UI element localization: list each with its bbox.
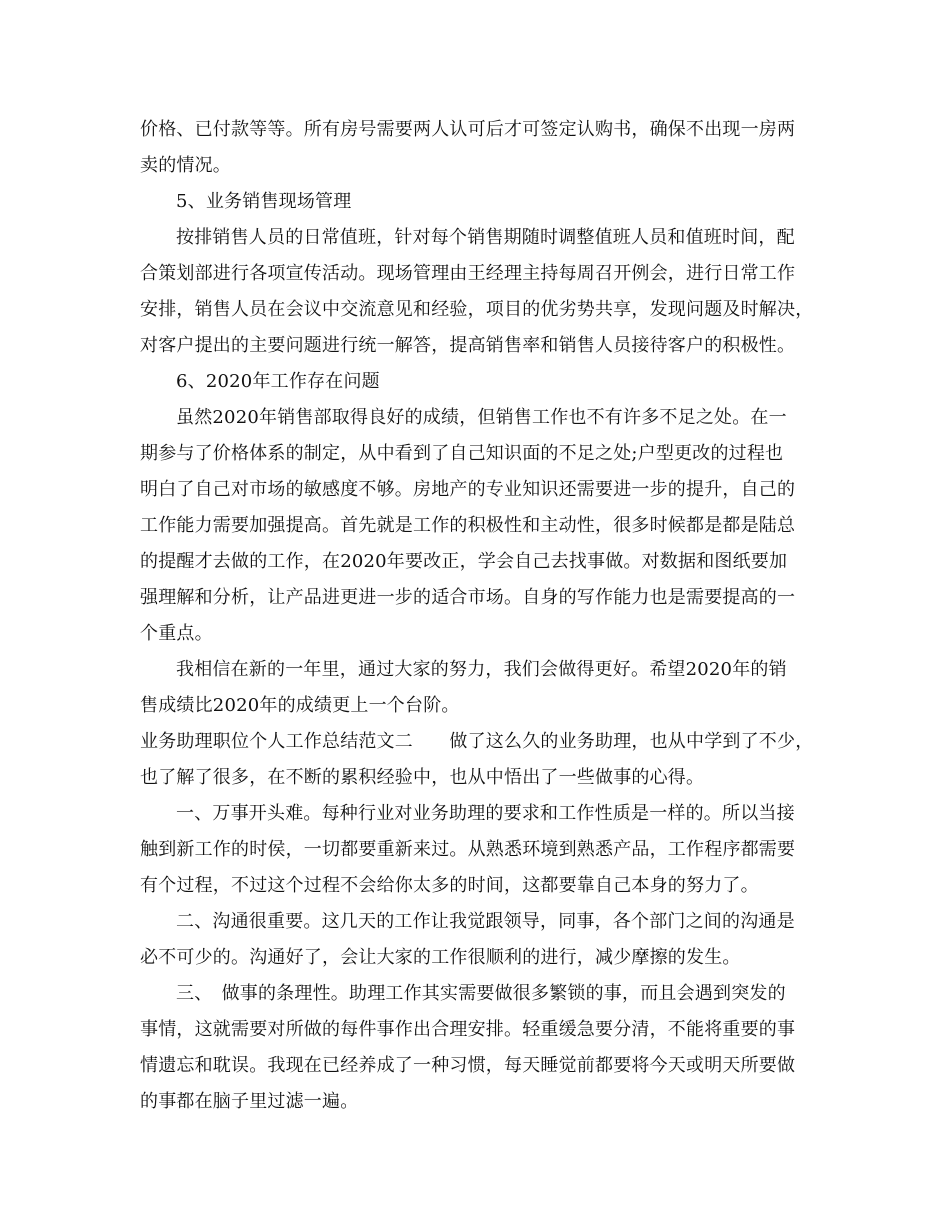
text-line: 情遗忘和耽误。我现在已经养成了一种习惯，每天睡觉前都要将今天或明天所要做 <box>140 1055 796 1076</box>
text-line: 对客户提出的主要问题进行统一解答，提高销售率和销售人员接待客户的积极性。 <box>140 335 796 356</box>
text-line: 安排，销售人员在会议中交流意见和经验，项目的优劣势共享，发现问题及时解决， <box>140 299 814 320</box>
text-line: 工作能力需要加强提高。首先就是工作的积极性和主动性，很多时候都是都是陆总 <box>140 515 796 536</box>
text-line: 三、 做事的条理性。助理工作其实需要做很多繁锁的事，而且会遇到突发的 <box>176 983 786 1004</box>
text-line: 合策划部进行各项宣传活动。现场管理由王经理主持每周召开例会，进行日常工作 <box>140 263 796 284</box>
text-line: 我相信在新的一年里，通过大家的努力，我们会做得更好。希望2020年的销 <box>176 659 787 680</box>
text-line: 也了解了很多，在不断的累积经验中，也从中悟出了一些做事的心得。 <box>140 767 705 788</box>
section-heading: 5、业务销售现场管理 <box>176 191 352 212</box>
text-line: 一、万事开头难。每种行业对业务助理的要求和工作性质是一样的。所以当接 <box>176 803 795 824</box>
text-line: 卖的情况。 <box>140 155 231 176</box>
text-line: 价格、已付款等等。所有房号需要两人认可后才可签定认购书，确保不出现一房两 <box>140 119 796 140</box>
text-line: 二、沟通很重要。这几天的工作让我觉跟领导，同事，各个部门之间的沟通是 <box>176 911 795 932</box>
text-line: 的事都在脑子里过滤一遍。 <box>140 1091 359 1112</box>
text-line: 触到新工作的时侯，一切都要重新来过。从熟悉环境到熟悉产品，工作程序都需要 <box>140 839 796 860</box>
text-line: 个重点。 <box>140 623 213 644</box>
text-line: 按排销售人员的日常值班，针对每个销售期随时调整值班人员和值班时间，配 <box>176 227 795 248</box>
text-line: 必不可少的。沟通好了，会让大家的工作很顺利的进行，减少摩擦的发生。 <box>140 947 741 968</box>
text-line: 虽然2020年销售部取得良好的成绩，但销售工作也不有许多不足之处。在一 <box>176 407 787 428</box>
section-title-line: 业务助理职位个人工作总结范文二 做了这么久的业务助理，也从中学到了不少， <box>140 731 814 752</box>
text-line: 的提醒才去做的工作，在2020年要改正，学会自己去找事做。对数据和图纸要加 <box>140 551 788 572</box>
text-line: 强理解和分析，让产品进更进一步的适合市场。自身的写作能力也是需要提高的一 <box>140 587 796 608</box>
document-body <box>140 112 824 1120</box>
section-heading: 6、2020年工作存在问题 <box>176 371 380 392</box>
text-line: 期参与了价格体系的制定，从中看到了自己知识面的不足之处;户型更改的过程也 <box>140 443 784 464</box>
text-line: 明白了自己对市场的敏感度不够。房地产的专业知识还需要进一步的提升，自己的 <box>140 479 796 500</box>
text-line: 有个过程，不过这个过程不会给你太多的时间，这都要靠自己本身的努力了。 <box>140 875 759 896</box>
text-line: 事情，这就需要对所做的每件事作出合理安排。轻重缓急要分清，不能将重要的事 <box>140 1019 796 1040</box>
text-line: 售成绩比2020年的成绩更上一个台阶。 <box>140 695 460 716</box>
